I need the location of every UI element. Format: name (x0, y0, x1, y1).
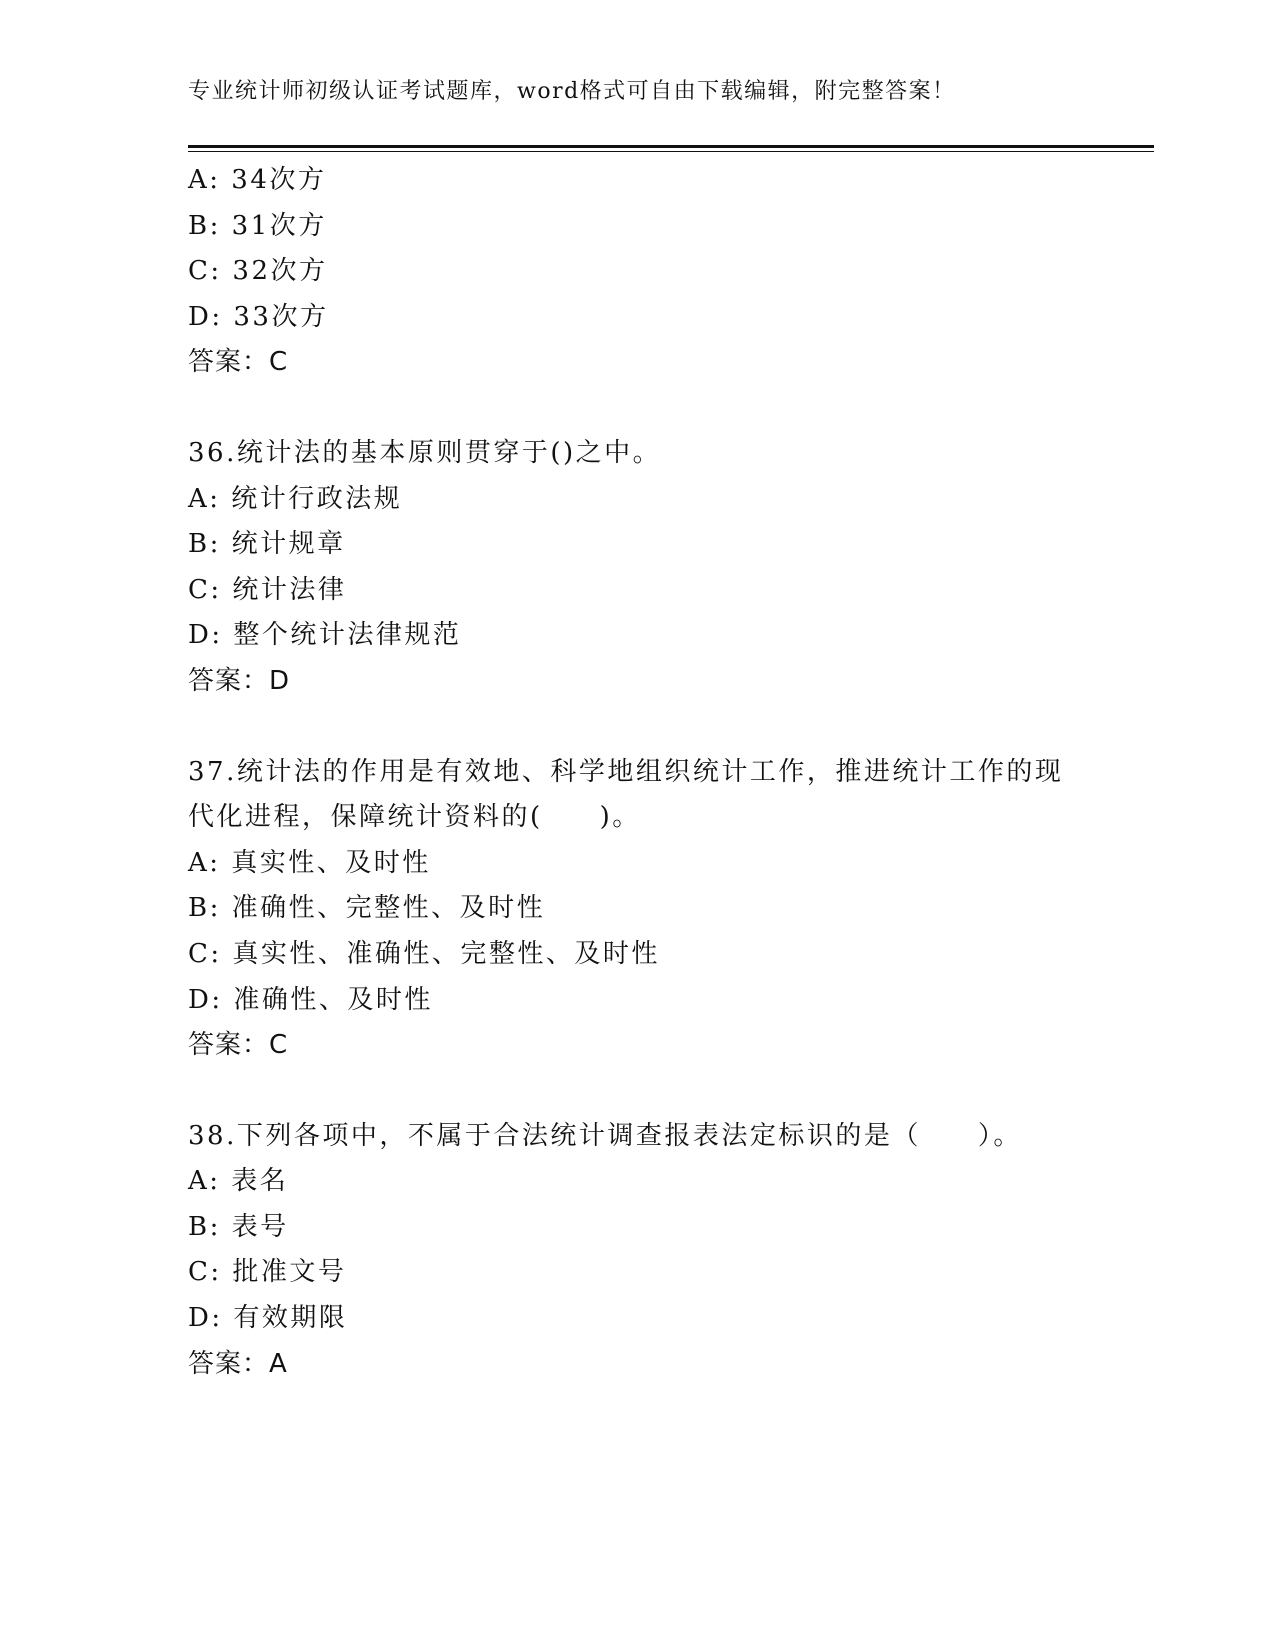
header-rule-thick (188, 145, 1154, 148)
option-b: B: 31次方 (188, 210, 327, 241)
option-b: B: 表号 (188, 1211, 289, 1242)
option-b: B: 统计规章 (188, 529, 346, 560)
answer: 答案：D (188, 665, 291, 696)
option-c: C: 统计法律 (188, 574, 347, 605)
question-text-continued: 代化进程，保障统计资料的( )。 (188, 802, 641, 833)
option-d: D: 有效期限 (188, 1303, 348, 1334)
option-a: A: 真实性、及时性 (188, 847, 431, 878)
question-block (188, 1114, 1088, 1388)
option-a: A: 统计行政法规 (188, 483, 403, 514)
option-d: D: 准确性、及时性 (188, 984, 433, 1015)
option-a: A: 表名 (188, 1166, 289, 1197)
option-d: D: 整个统计法律规范 (188, 620, 462, 651)
spacer (188, 386, 1088, 431)
option-c: C: 32次方 (188, 256, 328, 287)
spacer (188, 1069, 1088, 1114)
option-c: C: 真实性、准确性、完整性、及时性 (188, 938, 660, 969)
option-d: D: 33次方 (188, 301, 329, 332)
question-block (188, 431, 1088, 705)
option-c: C: 批准文号 (188, 1257, 347, 1288)
question-block (188, 158, 1088, 386)
question-text: 38.下列各项中，不属于合法统计调查报表法定标识的是（ ）。 (188, 1120, 1022, 1151)
header-rule-thin (188, 151, 1154, 152)
page-header: 专业统计师初级认证考试题库，word格式可自由下载编辑，附完整答案！ (188, 79, 956, 104)
option-b: B: 准确性、完整性、及时性 (188, 893, 546, 924)
question-block (188, 750, 1088, 1069)
spacer (188, 705, 1088, 750)
question-text: 36.统计法的基本原则贯穿于()之中。 (188, 437, 662, 468)
answer: 答案：C (188, 1030, 289, 1061)
option-a: A: 34次方 (188, 165, 327, 195)
answer: 答案：A (188, 1348, 288, 1379)
answer: 答案：C (188, 347, 289, 378)
question-text: 37.统计法的作用是有效地、科学地组织统计工作，推进统计工作的现 (188, 756, 1064, 787)
question-list (188, 158, 1088, 1387)
